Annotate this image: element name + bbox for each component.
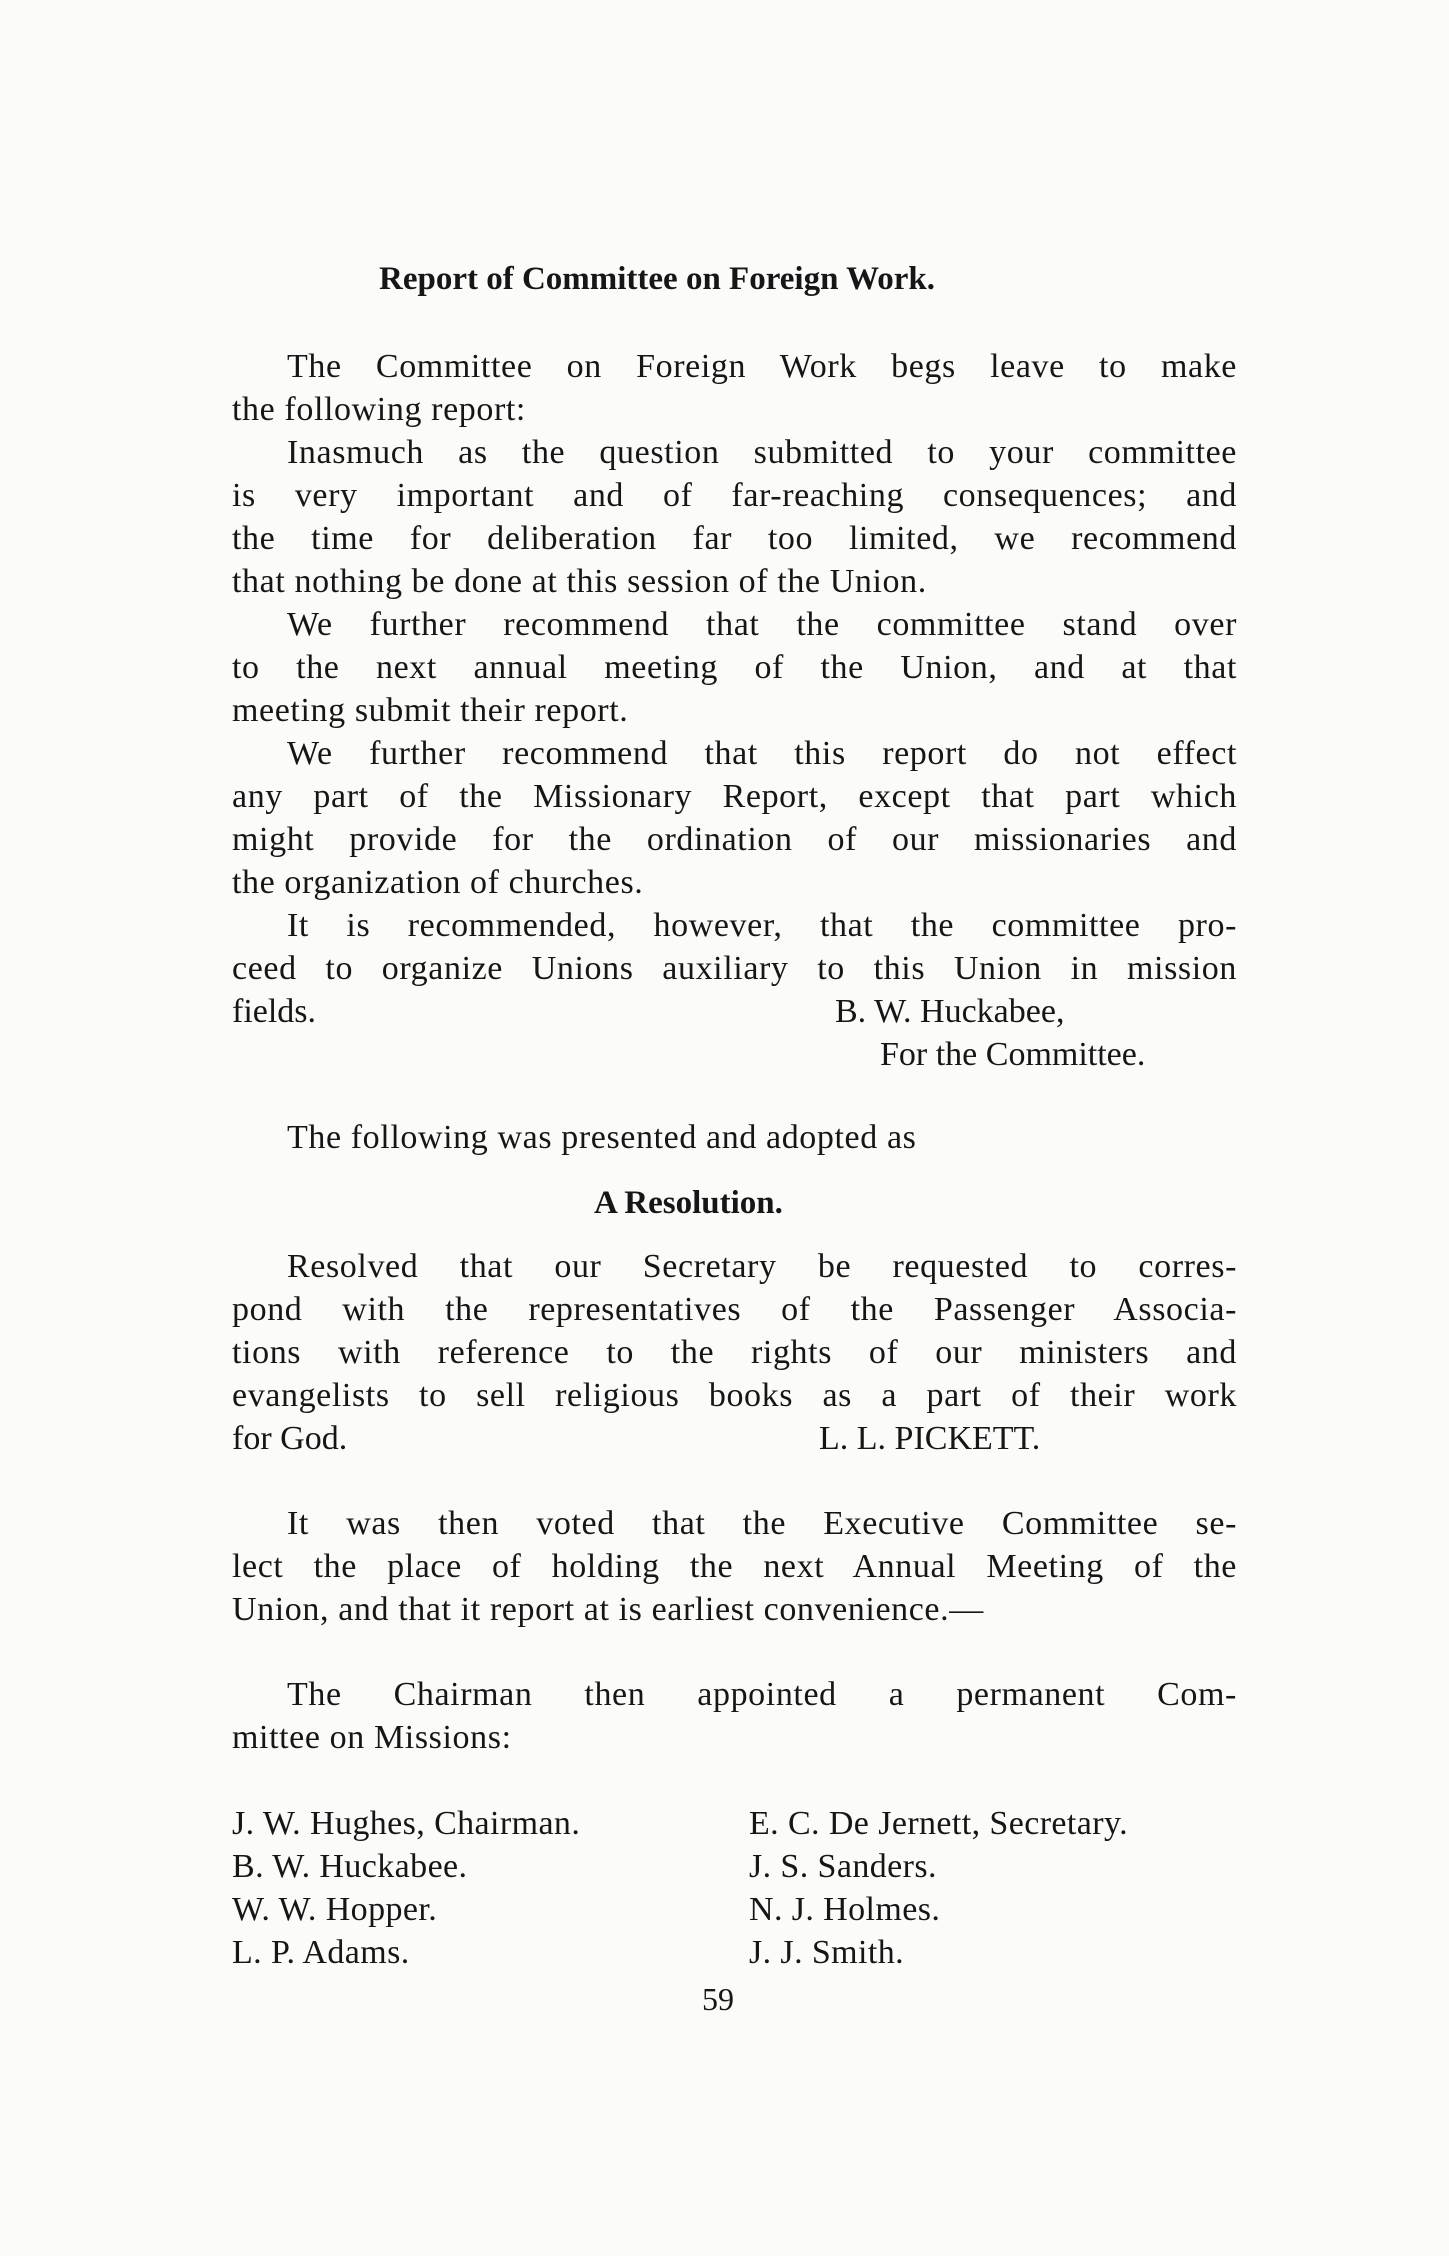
committee-member: L. P. Adams.: [232, 1934, 410, 1971]
report-last-line: fields.: [232, 993, 317, 1030]
report-line: the time for deliberation far too limited, we recommend: [232, 520, 1237, 557]
report-line: that nothing be done at this session of the Union.: [232, 563, 927, 600]
missions-committee-line: mittee on Missions:: [232, 1719, 512, 1756]
resolution-line: pond with the representatives of the Passenger Associa-: [232, 1291, 1237, 1328]
report-line: Inasmuch as the question submitted to your committee: [287, 434, 1237, 471]
report-line: meeting submit their report.: [232, 692, 629, 729]
report-signer-role: For the Committee.: [880, 1036, 1146, 1073]
report-line: the organization of churches.: [232, 864, 644, 901]
report-line: is very important and of far-reaching consequences; and: [232, 477, 1237, 514]
committee-member: J. J. Smith.: [749, 1934, 905, 1971]
report-line: The Committee on Foreign Work begs leave to make: [287, 348, 1237, 385]
committee-member: W. W. Hopper.: [232, 1891, 438, 1928]
resolution-line: Resolved that our Secretary be requested to corres-: [287, 1248, 1237, 1285]
committee-member: N. J. Holmes.: [749, 1891, 941, 1928]
adoption-intro: The following was presented and adopted as: [287, 1119, 917, 1156]
report-title: Report of Committee on Foreign Work.: [379, 261, 936, 297]
report-line: We further recommend that the committee stand over: [287, 606, 1237, 643]
report-signer: B. W. Huckabee,: [835, 993, 1065, 1030]
report-line: ceed to organize Unions auxiliary to this Union in mission: [232, 950, 1237, 987]
executive-vote-line: lect the place of holding the next Annual Meeting of the: [232, 1548, 1237, 1585]
resolution-signer: L. L. PICKETT.: [819, 1420, 1041, 1457]
resolution-title: A Resolution.: [594, 1185, 783, 1221]
committee-member: J. W. Hughes, Chairman.: [232, 1805, 581, 1842]
executive-vote-line: Union, and that it report at is earliest convenience.—: [232, 1591, 984, 1628]
missions-committee-line: The Chairman then appointed a permanent Com-: [287, 1676, 1237, 1713]
resolution-last-line: for God.: [232, 1420, 348, 1457]
executive-vote-line: It was then voted that the Executive Committee se-: [287, 1505, 1237, 1542]
report-line: We further recommend that this report do not effect: [287, 735, 1237, 772]
committee-members-left: [232, 1802, 580, 1974]
report-line: the following report:: [232, 391, 526, 428]
report-line: any part of the Missionary Report, except that part which: [232, 778, 1237, 815]
page-number: 59: [702, 1981, 734, 2017]
report-line: It is recommended, however, that the committee pro-: [287, 907, 1237, 944]
committee-member: J. S. Sanders.: [749, 1848, 937, 1885]
resolution-line: tions with reference to the rights of our ministers and: [232, 1334, 1237, 1371]
committee-member: B. W. Huckabee.: [232, 1848, 468, 1885]
resolution-line: evangelists to sell religious books as a part of their work: [232, 1377, 1237, 1414]
committee-members-right: [749, 1802, 1128, 1974]
report-line: might provide for the ordination of our missionaries and: [232, 821, 1237, 858]
report-line: to the next annual meeting of the Union, and at that: [232, 649, 1237, 686]
committee-member: E. C. De Jernett, Secretary.: [749, 1805, 1129, 1842]
